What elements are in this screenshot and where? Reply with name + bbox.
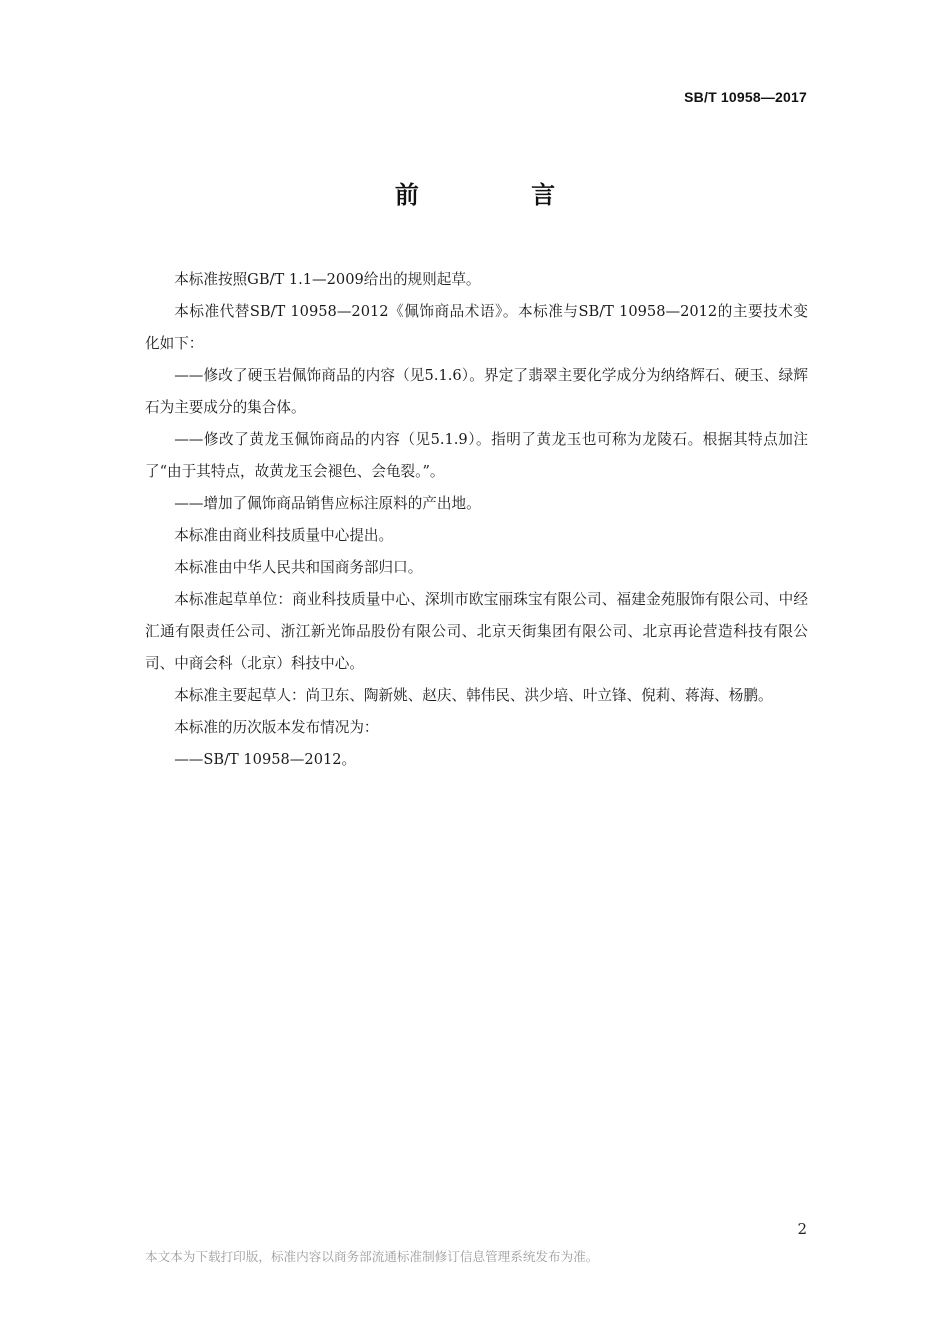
paragraph: 本标准起草单位：商业科技质量中心、深圳市欧宝丽珠宝有限公司、福建金苑服饰有限公司、中经汇通有限责任公司、浙江新光饰品股份有限公司、北京天街集团有限公司、北京再论营造科技有限公司、中商会科（北京）科技中心。: [145, 591, 808, 672]
paragraph: ——修改了硬玉岩佩饰商品的内容（见5.1.6）。界定了翡翠主要化学成分为纳络辉石、硬玉、绿辉石为主要成分的集合体。: [145, 367, 808, 416]
foreword-body: [145, 264, 808, 776]
paragraph: 本标准主要起草人：尚卫东、陶新姚、赵庆、韩伟民、洪少培、叶立锋、倪莉、蒋海、杨鹏。: [174, 687, 773, 704]
paragraph: 本标准由商业科技质量中心提出。: [174, 527, 394, 544]
standard-code: SB/T 10958—2017: [684, 89, 807, 105]
paragraph: 本标准代替SB/T 10958—2012《佩饰商品术语》。本标准与SB/T 10958—2012的主要技术变化如下：: [145, 303, 808, 352]
paragraph: 本标准由中华人民共和国商务部归口。: [174, 559, 423, 576]
paragraph: ——SB/T 10958—2012。: [174, 751, 357, 768]
page-number: 2: [797, 1220, 807, 1238]
paragraph: ——增加了佩饰商品销售应标注原料的产出地。: [174, 495, 481, 512]
paragraph: ——修改了黄龙玉佩饰商品的内容（见5.1.9）。指明了黄龙玉也可称为龙陵石。根据其特点加注了“由于其特点，故黄龙玉会褪色、会龟裂。”。: [145, 431, 808, 480]
paragraph: 本标准按照GB/T 1.1—2009给出的规则起草。: [174, 271, 481, 288]
page-title: 前 言: [394, 181, 608, 209]
footer-note: 本文本为下载打印版，标准内容以商务部流通标准制修订信息管理系统发布为准。: [145, 1249, 599, 1264]
paragraph: 本标准的历次版本发布情况为：: [174, 719, 379, 736]
